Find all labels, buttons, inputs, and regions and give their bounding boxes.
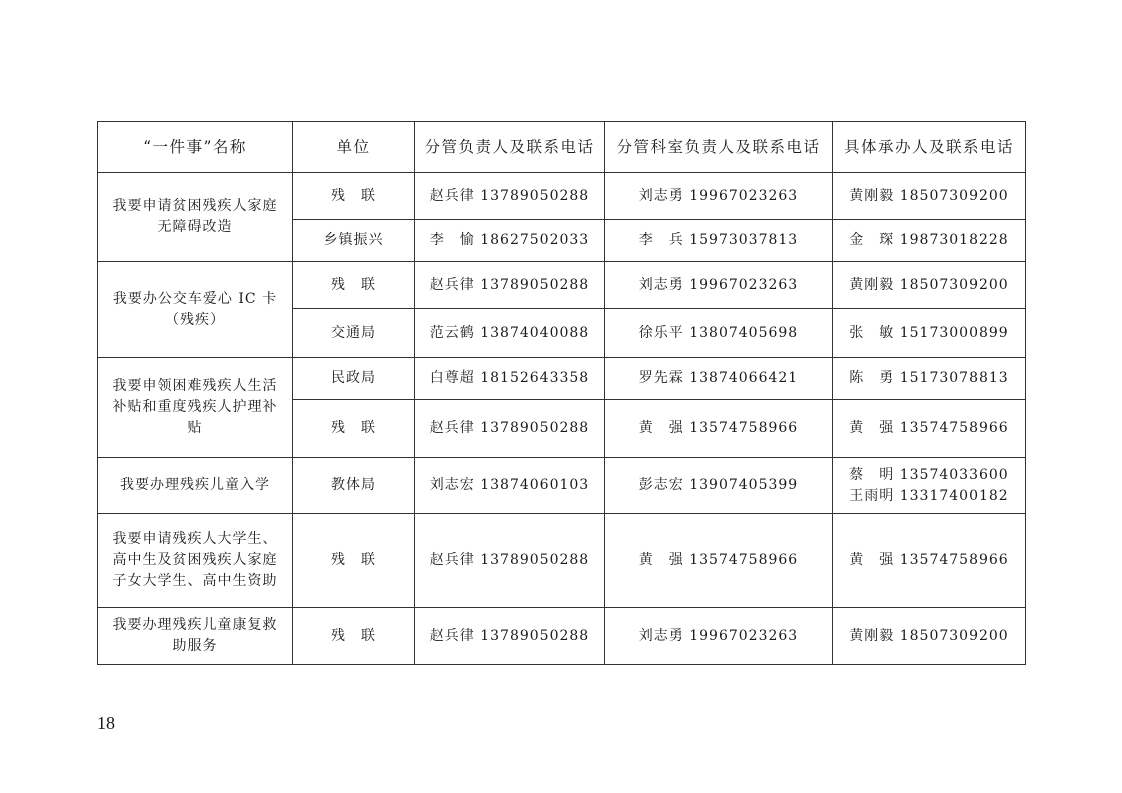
handler-entry: 张 敏 15173000899 — [849, 324, 1009, 341]
header-item-name: “一件事”名称 — [98, 122, 293, 173]
unit-cell: 残 联 — [293, 262, 415, 309]
section-leader-cell: 李 兵 15973037813 — [605, 220, 833, 262]
item-name-line: 我要办理残疾儿童入学 — [120, 477, 270, 493]
header-section-leader: 分管科室负责人及联系电话 — [605, 122, 833, 173]
handler-entry: 陈 勇 15173078813 — [849, 370, 1009, 386]
item-name-line: 贴 — [187, 420, 203, 436]
item-name-line: 无障碍改造 — [157, 219, 233, 235]
item-name-line: 我要办理残疾儿童康复救 — [112, 617, 278, 633]
unit-cell: 交通局 — [293, 309, 415, 358]
leader-cell: 范云鹤 13874040088 — [415, 309, 605, 358]
handler-cell — [833, 262, 1026, 309]
item-name-line: 我要办公交车爱心 IC 卡 — [112, 290, 278, 307]
item-name-cell — [98, 358, 293, 458]
table-row — [98, 514, 1026, 608]
handler-entry: 黄刚毅 18507309200 — [849, 627, 1009, 644]
unit-cell: 残 联 — [293, 400, 415, 458]
item-name-cell — [98, 458, 293, 514]
table-row — [98, 173, 1026, 220]
section-leader-cell: 刘志勇 19967023263 — [605, 608, 833, 665]
handler-cell — [833, 514, 1026, 608]
handler-entry: 王雨明 13317400182 — [849, 487, 1009, 504]
unit-cell: 残 联 — [293, 514, 415, 608]
table-row — [98, 262, 1026, 309]
header-leader: 分管负责人及联系电话 — [415, 122, 605, 173]
leader-cell: 刘志宏 13874060103 — [415, 458, 605, 514]
table-body — [98, 173, 1026, 665]
handler-cell — [833, 173, 1026, 220]
contact-table — [97, 121, 1026, 665]
section-leader-cell: 罗先霖 13874066421 — [605, 358, 833, 400]
handler-cell — [833, 608, 1026, 665]
item-name-line: 我要申领困难残疾人生活 — [112, 378, 278, 394]
header-handler: 具体承办人及联系电话 — [833, 122, 1026, 173]
section-leader-cell: 彭志宏 13907405399 — [605, 458, 833, 514]
handler-entry: 金 琛 19873018228 — [849, 232, 1009, 248]
handler-cell — [833, 358, 1026, 400]
item-name-line: 高中生及贫困残疾人家庭 — [112, 552, 278, 568]
leader-cell: 赵兵律 13789050288 — [415, 262, 605, 309]
section-leader-cell: 刘志勇 19967023263 — [605, 173, 833, 220]
leader-cell: 李 愉 18627502033 — [415, 220, 605, 262]
table-row — [98, 358, 1026, 400]
leader-cell: 赵兵律 13789050288 — [415, 514, 605, 608]
item-name-cell — [98, 608, 293, 665]
item-name-cell — [98, 514, 293, 608]
header-unit: 单位 — [293, 122, 415, 173]
handler-cell — [833, 220, 1026, 262]
handler-cell — [833, 309, 1026, 358]
unit-cell: 教体局 — [293, 458, 415, 514]
handler-cell — [833, 458, 1026, 514]
unit-cell: 残 联 — [293, 173, 415, 220]
handler-entry: 黄 强 13574758966 — [849, 552, 1009, 568]
item-name-line: 助服务 — [172, 638, 218, 654]
item-name-line: 子女大学生、高中生资助 — [112, 573, 278, 589]
table-row — [98, 608, 1026, 665]
handler-entry: 黄刚毅 18507309200 — [849, 276, 1009, 293]
leader-cell: 赵兵律 13789050288 — [415, 608, 605, 665]
item-name-cell — [98, 262, 293, 358]
item-name-line: 我要申请残疾人大学生、 — [112, 531, 278, 547]
leader-cell: 赵兵律 13789050288 — [415, 400, 605, 458]
unit-cell: 民政局 — [293, 358, 415, 400]
handler-entry: 黄刚毅 18507309200 — [849, 187, 1009, 204]
item-name-line: （残疾） — [165, 311, 225, 328]
handler-entry: 蔡 明 13574033600 — [849, 466, 1009, 483]
section-leader-cell: 刘志勇 19967023263 — [605, 262, 833, 309]
header-row — [98, 122, 1026, 173]
section-leader-cell: 黄 强 13574758966 — [605, 514, 833, 608]
table-row — [98, 458, 1026, 514]
leader-cell: 赵兵律 13789050288 — [415, 173, 605, 220]
leader-cell: 白尊超 18152643358 — [415, 358, 605, 400]
section-leader-cell: 黄 强 13574758966 — [605, 400, 833, 458]
handler-entry: 黄 强 13574758966 — [849, 420, 1009, 436]
unit-cell: 乡镇振兴 — [293, 220, 415, 262]
page-number: 18 — [97, 713, 115, 733]
item-name-cell — [98, 173, 293, 262]
item-name-line: 我要申请贫困残疾人家庭 — [112, 198, 278, 214]
handler-cell — [833, 400, 1026, 458]
item-name-line: 补贴和重度残疾人护理补 — [112, 399, 278, 415]
section-leader-cell: 徐乐平 13807405698 — [605, 309, 833, 358]
unit-cell: 残 联 — [293, 608, 415, 665]
